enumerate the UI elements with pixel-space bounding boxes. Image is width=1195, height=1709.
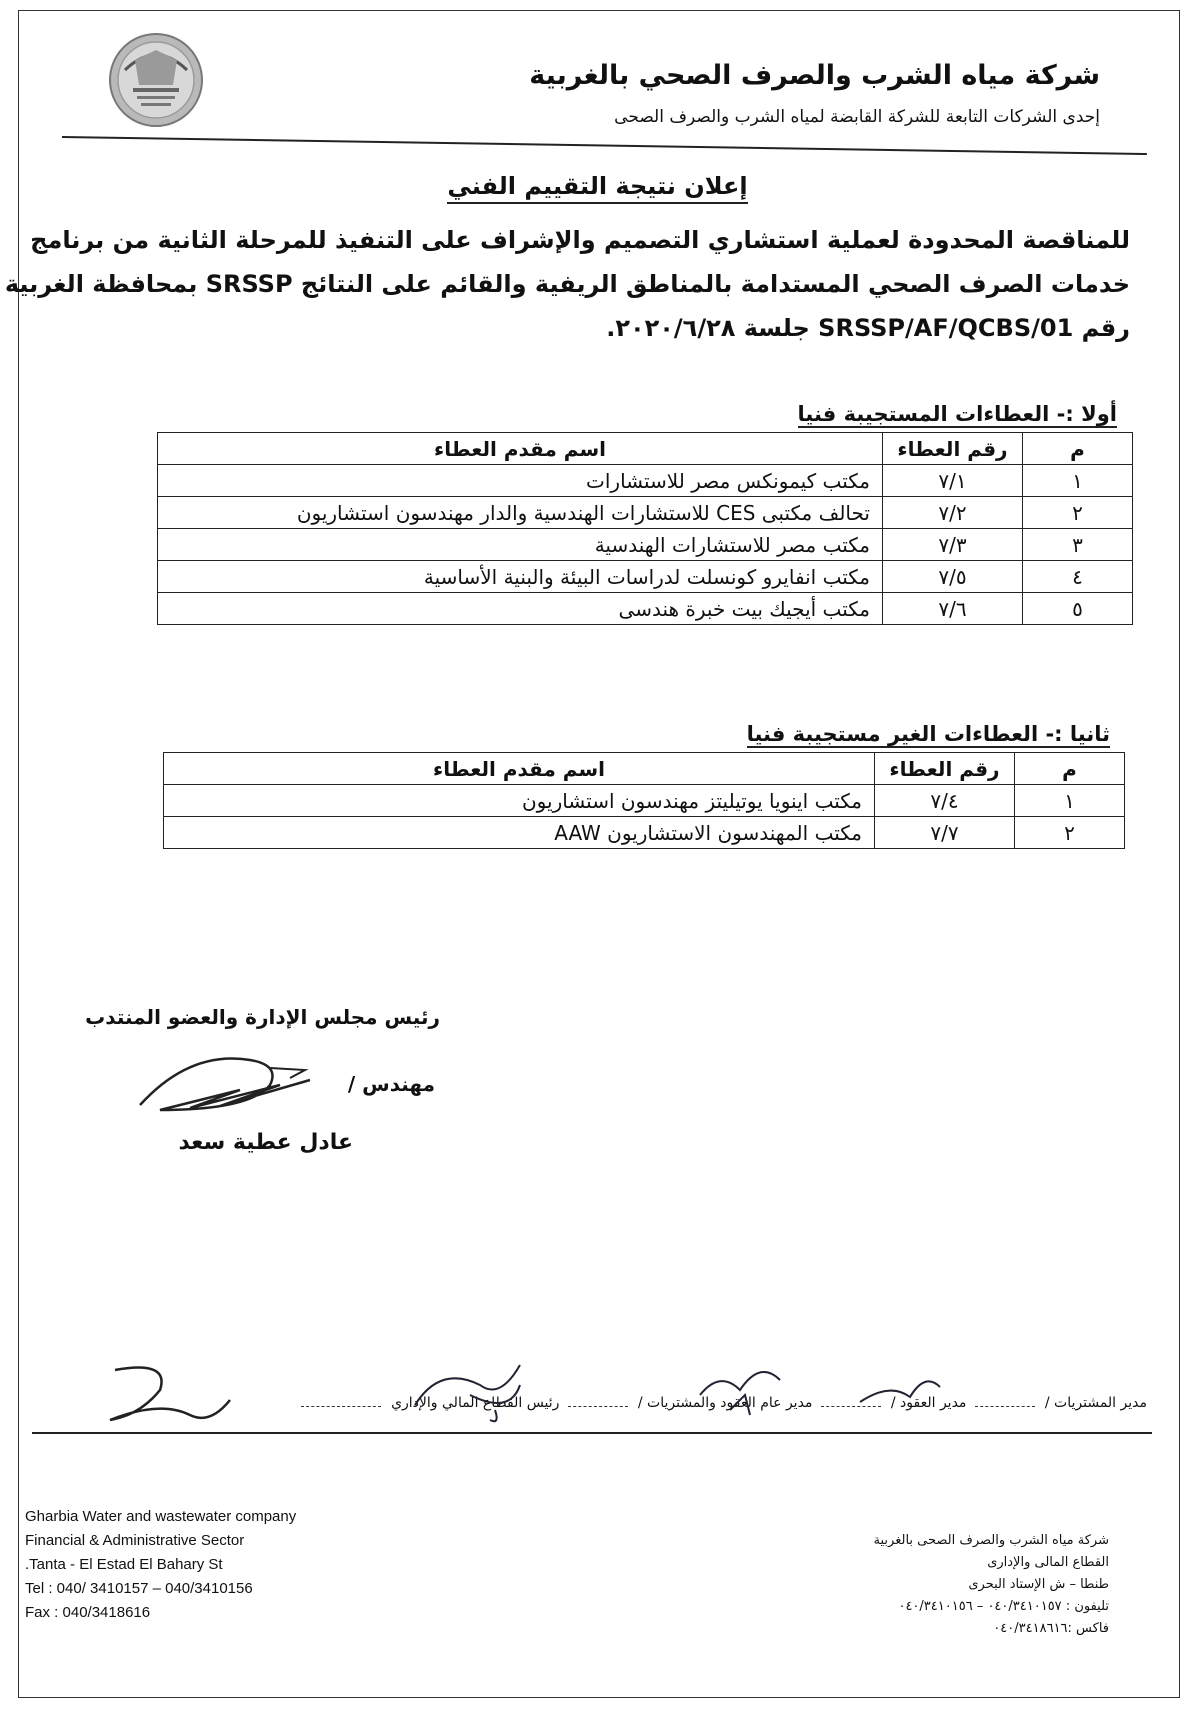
contact-en-line: .Tanta - El Estad El Bahary St [25, 1556, 223, 1573]
row-bid-number: ٧/٥ [883, 561, 1023, 593]
table-row [158, 593, 1133, 625]
contact-en-line: Fax : 040/3418616 [25, 1604, 151, 1621]
table-row [158, 465, 1133, 497]
section1-title: أولا :- العطاءات المستجيبة فنيا [797, 402, 1117, 426]
col-header-bidder-name: اسم مقدم العطاء [164, 753, 875, 785]
col-header-idx: م [1023, 433, 1133, 465]
row-bidder-name: مكتب اينويا يوتيليتز مهندسون استشاريون [164, 785, 875, 817]
intro-line: خدمات الصرف الصحي المستدامة بالمناطق الريفية والقائم على النتائج SRSSP بمحافظة الغربية [4, 270, 1130, 298]
table-row [158, 529, 1133, 561]
nonresponsive-bids-table [163, 752, 1125, 849]
footer-divider [32, 1432, 1152, 1434]
col-header-bid-number: رقم العطاء [883, 433, 1023, 465]
col-header-idx: م [1015, 753, 1125, 785]
row-bidder-name: مكتب مصر للاستشارات الهندسية [158, 529, 883, 561]
chairman-title: رئيس مجلس الإدارة والعضو المنتدب [85, 1005, 440, 1029]
contracts-manager-label: مدير العقود / [890, 1395, 967, 1411]
row-bidder-name: مكتب كيمونكس مصر للاستشارات [158, 465, 883, 497]
contact-arabic [874, 1530, 1109, 1640]
signatory-name: عادل عطية سعد [178, 1130, 353, 1155]
contact-en-line: Tel : 040/ 3410157 – 040/3410156 [25, 1580, 253, 1597]
table-header-row [158, 433, 1133, 465]
gm-signature [410, 1355, 530, 1430]
table-row [158, 497, 1133, 529]
table-row [158, 561, 1133, 593]
row-idx: ٢ [1023, 497, 1133, 529]
company-logo [95, 30, 217, 130]
procurement-signature [850, 1362, 950, 1417]
signature-blank [568, 1406, 628, 1407]
contact-ar-line: تليفون : ٠٤٠/٣٤١٠١٥٧ – ٠٤٠/٣٤١٠١٥٦ [898, 1599, 1109, 1614]
table-row [164, 785, 1125, 817]
row-bidder-name: مكتب انفايرو كونسلت لدراسات البيئة والبنية الأساسية [158, 561, 883, 593]
row-bid-number: ٧/٦ [883, 593, 1023, 625]
row-idx: ٢ [1015, 817, 1125, 849]
contracts-signature [690, 1350, 800, 1425]
row-bid-number: ٧/٤ [875, 785, 1015, 817]
row-idx: ٤ [1023, 561, 1133, 593]
document-title: إعلان نتيجة التقييم الفني [0, 172, 1195, 200]
finance-admin-head-label: رئيس القطاع المالي والإداري [391, 1395, 560, 1411]
row-idx: ١ [1015, 785, 1125, 817]
col-header-bidder-name: اسم مقدم العطاء [158, 433, 883, 465]
section2-title: ثانيا :- العطاءات الغير مستجيبة فنيا [746, 722, 1110, 746]
chairman-signature [130, 1040, 350, 1120]
row-bid-number: ٧/٣ [883, 529, 1023, 561]
signature-blank [301, 1406, 381, 1407]
procurement-manager-label: مدير المشتريات / [1044, 1395, 1147, 1411]
company-name: شركة مياه الشرب والصرف الصحي بالغربية [529, 60, 1100, 91]
intro-line: للمناقصة المحدودة لعملية استشاري التصميم والإشراف على التنفيذ للمرحلة الثانية من برنامج [30, 226, 1130, 254]
intro-line: رقم SRSSP/AF/QCBS/01 جلسة ٢٠٢٠/٦/٢٨. [606, 314, 1130, 342]
contact-ar-line: القطاع المالى والإدارى [987, 1555, 1109, 1570]
gm-contracts-procurement-label: مدير عام العقود والمشتريات / [637, 1395, 813, 1411]
contact-ar-line: شركة مياه الشرب والصرف الصحى بالغربية [873, 1533, 1109, 1548]
row-idx: ١ [1023, 465, 1133, 497]
row-bid-number: ٧/١ [883, 465, 1023, 497]
contact-english [25, 1505, 296, 1625]
row-bidder-name: مكتب المهندسون الاستشاريون AAW [164, 817, 875, 849]
finance-head-signature [100, 1360, 240, 1435]
row-bidder-name: مكتب أيجيك بيت خبرة هندسى [158, 593, 883, 625]
table-header-row [164, 753, 1125, 785]
row-bid-number: ٧/٢ [883, 497, 1023, 529]
table-row [164, 817, 1125, 849]
contact-ar-line: فاكس :٠٤٠/٣٤١٨٦١٦ [993, 1621, 1109, 1636]
engineer-prefix: مهندس / [347, 1072, 435, 1096]
intro-paragraph [4, 218, 1130, 350]
col-header-bid-number: رقم العطاء [875, 753, 1015, 785]
row-bidder-name: تحالف مكتبى CES للاستشارات الهندسية والدار مهندسون استشاريون [158, 497, 883, 529]
signature-blank [975, 1406, 1035, 1407]
row-idx: ٥ [1023, 593, 1133, 625]
row-idx: ٣ [1023, 529, 1133, 561]
company-subtitle: إحدى الشركات التابعة للشركة القابضة لمياه الشرب والصرف الصحى [614, 107, 1100, 127]
contact-en-line: Financial & Administrative Sector [25, 1532, 245, 1549]
row-bid-number: ٧/٧ [875, 817, 1015, 849]
contact-ar-line: طنطا – ش الإستاد البحرى [968, 1577, 1109, 1592]
contact-en-line: Gharbia Water and wastewater company [25, 1508, 297, 1525]
responsive-bids-table [157, 432, 1133, 625]
